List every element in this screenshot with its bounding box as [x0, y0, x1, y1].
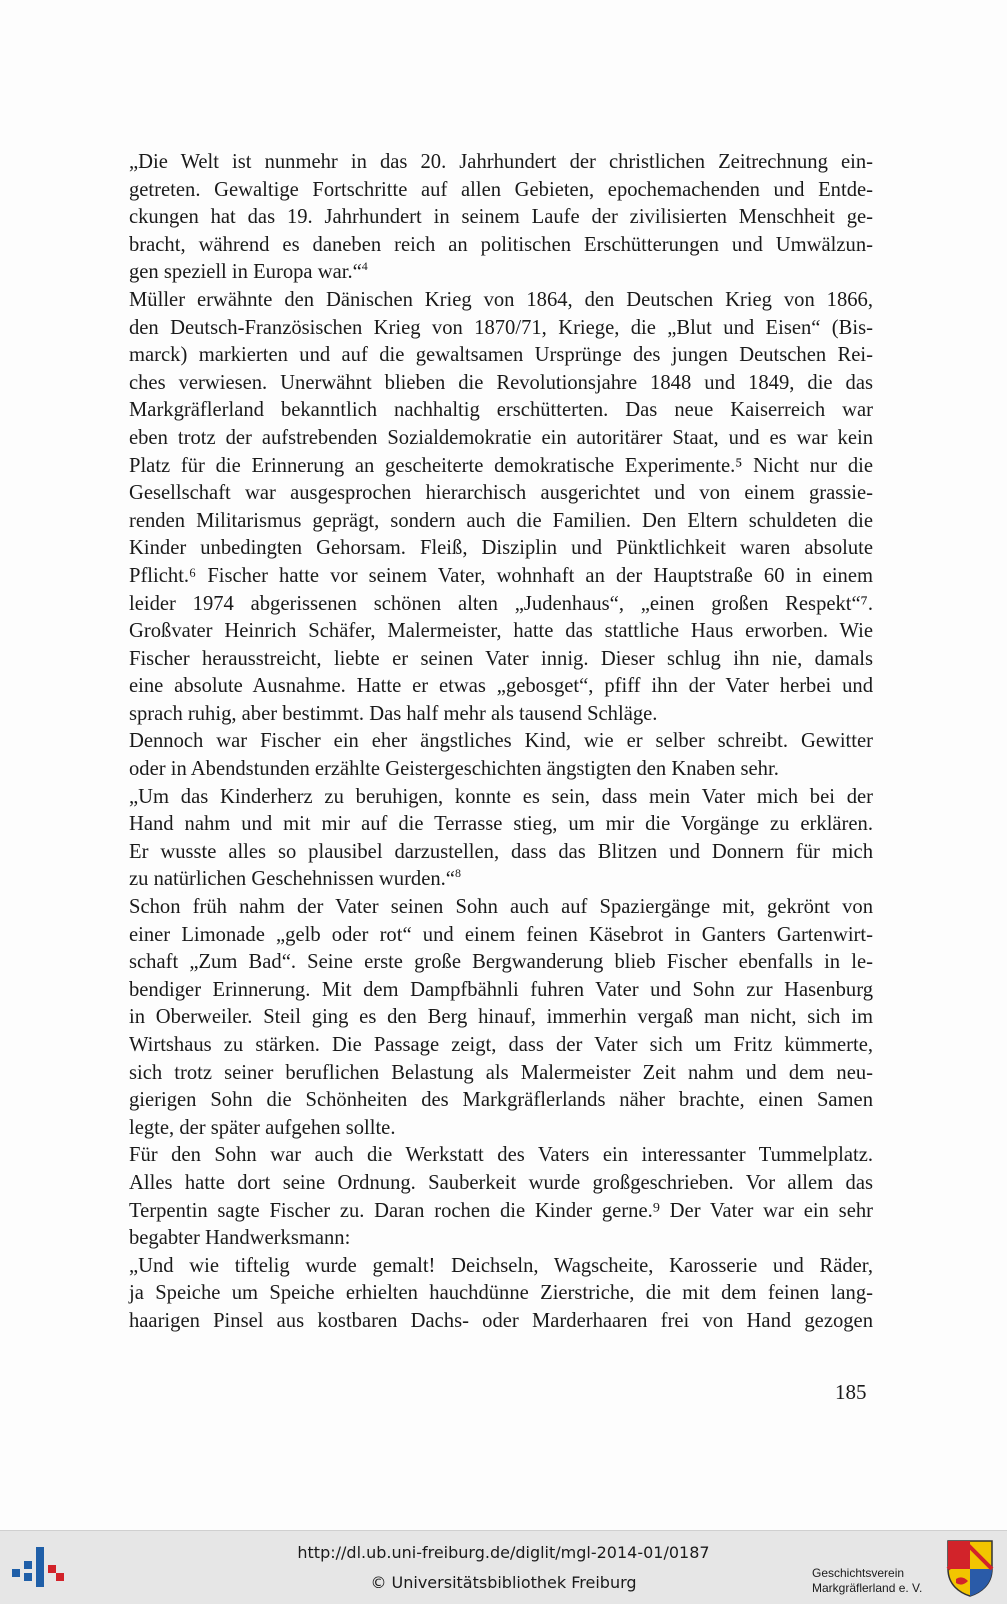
- text-line: „Die Welt ist nunmehr in das 20. Jahrhundert der christlichen Zeitrechnung ein-: [129, 151, 873, 173]
- text-line: sprach ruhig, aber bestimmt. Das half mehr als tausend Schläge.: [129, 702, 658, 725]
- text-line: eben trotz der aufstrebenden Sozialdemokratie ein autoritärer Staat, und es war kein: [129, 426, 873, 449]
- text-line: den Deutsch-Französischen Krieg von 1870/71, Kriege, die „Blut und Eisen“ (Bis-: [129, 316, 873, 339]
- text-line: legte, der später aufgehen sollte.: [129, 1116, 396, 1139]
- copyright-text: © Universitätsbibliothek Freiburg: [370, 1573, 637, 1592]
- text-line: Er wusste alles so plausibel darzustellen, dass das Blitzen und Donnern für mich: [129, 840, 873, 863]
- viewer-footer: [0, 1530, 1007, 1604]
- footnote-marker: 8: [454, 866, 461, 881]
- text-line: Alles hatte dort seine Ordnung. Sauberkeit wurde großgeschrieben. Vor allem das: [129, 1171, 873, 1194]
- text-line: Terpentin sagte Fischer zu. Daran rochen die Kinder gerne.⁹ Der Vater war ein sehr: [129, 1199, 873, 1222]
- paragraph: [113, 894, 873, 1142]
- paragraph: [113, 728, 873, 783]
- text-line: marck) markierten und auf die gewaltsamen Ursprünge des jungen Deutschen Rei-: [129, 344, 873, 367]
- text-line: ches verwiesen. Unerwähnt blieben die Revolutionsjahre 1848 und 1849, die das: [129, 371, 873, 394]
- text-line: getreten. Gewaltige Fortschritte auf allen Gebieten, epochemachenden und Entde-: [129, 178, 873, 201]
- text-line: zu natürlichen Geschehnissen wurden.“$^8$: [129, 866, 461, 891]
- paragraph: [113, 287, 873, 729]
- text-line: Pflicht.⁶ Fischer hatte vor seinem Vater, wohnhaft an der Hauptstraße 60 in einem: [129, 564, 873, 587]
- coat-of-arms-icon: [946, 1539, 994, 1597]
- paragraph: [113, 784, 873, 894]
- text-line: einer Limonade „gelb oder rot“ und einem feinen Käsebrot in Ganters Gartenwirt-: [129, 923, 873, 946]
- text-line: begabter Handwerksmann:: [129, 1227, 351, 1250]
- society-name-line2: Markgräflerland e. V.: [812, 1581, 923, 1595]
- text-line: Schon früh nahm der Vater seinen Sohn auch auf Spaziergänge mit, gekrönt von: [129, 896, 873, 919]
- text-line: sich trotz seiner beruflichen Belastung als Malermeister Zeit nahm und dem neu-: [129, 1061, 873, 1084]
- text-line: leider 1974 abgerissenen schönen alten „Judenhaus“, „einen großen Respekt“⁷.: [129, 592, 873, 615]
- paragraph: [113, 1253, 873, 1336]
- paragraph: [113, 1142, 873, 1252]
- text-line: Gesellschaft war ausgesprochen hierarchisch ausgerichtet und von einem grassie-: [129, 482, 873, 505]
- text-line: Großvater Heinrich Schäfer, Malermeister, hatte das stattliche Haus erworben. Wie: [129, 620, 873, 643]
- footnote-marker: 4: [361, 259, 368, 274]
- paragraph: [113, 149, 873, 287]
- text-line: Hand nahm und mit mir auf die Terrasse stieg, um mir die Vorgänge zu erklären.: [129, 813, 873, 836]
- text-line: Wirtshaus zu stärken. Die Passage zeigt, dass der Vater sich um Fritz kümmerte,: [129, 1034, 873, 1056]
- text-line: Kinder unbedingten Gehorsam. Fleiß, Disziplin und Pünktlichkeit waren absolute: [129, 537, 873, 560]
- text-line: Markgräflerland bekanntlich nachhaltig erschütterten. Das neue Kaiserreich war: [129, 399, 873, 422]
- text-line: bracht, während es daneben reich an politischen Erschütterungen und Umwälzun-: [129, 233, 873, 256]
- text-line: Müller erwähnte den Dänischen Krieg von 1864, den Deutschen Krieg von 1866,: [129, 288, 873, 311]
- text-line: „Um das Kinderherz zu beruhigen, konnte es sein, dass mein Vater mich bei der: [129, 785, 873, 808]
- text-line: Dennoch war Fischer ein eher ängstliches Kind, wie er selber schreibt. Gewitter: [129, 730, 873, 753]
- body-text: [113, 149, 873, 1336]
- text-line: haarigen Pinsel aus kostbaren Dachs- oder Marderhaaren frei von Hand gezogen: [129, 1309, 873, 1332]
- text-line: Fischer herausstreicht, liebte er seinen Vater innig. Dieser schlug ihn nie, damals: [129, 647, 873, 670]
- text-line: bendiger Erinnerung. Mit dem Dampfbähnli fuhren Vater und Sohn zur Hasenburg: [129, 978, 873, 1001]
- document-url-link[interactable]: http://dl.ub.uni-freiburg.de/diglit/mgl-2014-01/0187: [297, 1543, 710, 1562]
- text-line: schaft „Zum Bad“. Seine erste große Bergwanderung blieb Fischer ebenfalls in le-: [129, 951, 873, 974]
- text-line: oder in Abendstunden erzählte Geistergeschichten ängstigten den Knaben sehr.: [129, 758, 779, 781]
- text-line: ckungen hat das 19. Jahrhundert in seinem Laufe der zivilisierten Menschheit ge-: [129, 206, 873, 229]
- text-line: Platz für die Erinnerung an gescheiterte demokratische Experimente.⁵ Nicht nur die: [129, 454, 873, 477]
- text-line: gen speziell in Europa war.“$^4$: [129, 259, 368, 284]
- society-name: [812, 1566, 922, 1596]
- text-line: renden Militarismus geprägt, sondern auch die Familien. Den Eltern schuldeten die: [129, 509, 873, 532]
- society-name-line1: Geschichtsverein: [812, 1566, 905, 1580]
- text-line: eine absolute Ausnahme. Hatte er etwas „gebosget“, pfiff ihn der Vater herbei und: [129, 675, 873, 698]
- text-line: ja Speiche um Speiche erhielten hauchdünne Zierstriche, die mit dem feinen lang-: [129, 1282, 873, 1305]
- text-line: in Oberweiler. Steil ging es den Berg hinauf, immerhin vergaß man nicht, sich im: [129, 1006, 873, 1029]
- text-line: „Und wie tiftelig wurde gemalt! Deichseln, Wagscheite, Karosserie und Räder,: [129, 1254, 873, 1277]
- text-line: Für den Sohn war auch die Werkstatt des Vaters ein interessanter Tummelplatz.: [129, 1144, 873, 1167]
- page-number: 185: [835, 1380, 867, 1404]
- text-line: gierigen Sohn die Schönheiten des Markgräflerlands näher brachte, einen Samen: [129, 1089, 873, 1112]
